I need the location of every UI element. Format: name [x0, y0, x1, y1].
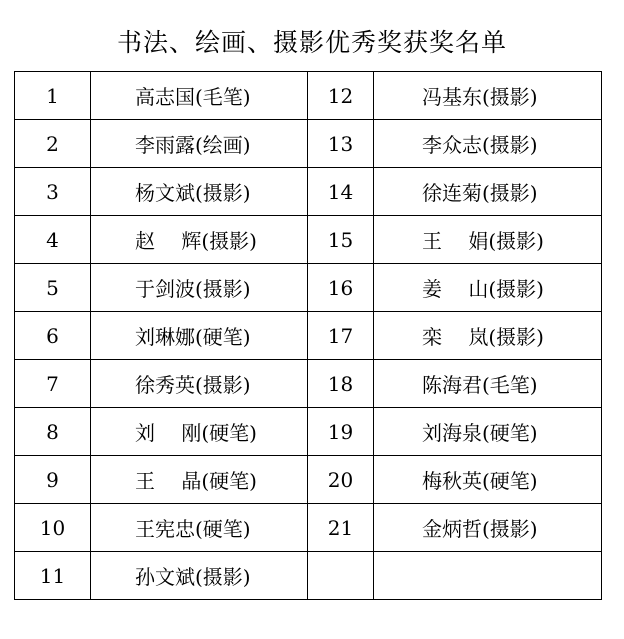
table-row: [15, 504, 602, 552]
left-winner-cell: 徐秀英(摄影): [91, 360, 308, 408]
left-number-cell: 1: [15, 72, 91, 120]
right-number-cell: 15: [308, 216, 374, 264]
table-row: [15, 72, 602, 120]
left-winner-cell: 杨文斌(摄影): [91, 168, 308, 216]
table-row: [15, 408, 602, 456]
table-row: [15, 456, 602, 504]
left-winner-cell: 赵 辉(摄影): [91, 216, 308, 264]
left-winner-cell: 于剑波(摄影): [91, 264, 308, 312]
right-winner-cell: 徐连菊(摄影): [374, 168, 602, 216]
right-winner-cell: 梅秋英(硬笔): [374, 456, 602, 504]
right-number-cell: 14: [308, 168, 374, 216]
page-title: 书法、绘画、摄影优秀奖获奖名单: [116, 28, 507, 57]
left-number-cell: 9: [15, 456, 91, 504]
table-row: [15, 120, 602, 168]
left-winner-cell: 王 晶(硬笔): [91, 456, 308, 504]
right-number-cell: 19: [308, 408, 374, 456]
right-number-cell: 21: [308, 504, 374, 552]
left-number-cell: 8: [15, 408, 91, 456]
left-number-cell: 4: [15, 216, 91, 264]
left-winner-cell: 刘 刚(硬笔): [91, 408, 308, 456]
table-row: [15, 216, 602, 264]
left-number-cell: 2: [15, 120, 91, 168]
right-winner-cell: 王 娟(摄影): [374, 216, 602, 264]
table-row: [15, 552, 602, 600]
left-number-cell: 10: [15, 504, 91, 552]
table-row: [15, 360, 602, 408]
left-number-cell: 11: [15, 552, 91, 600]
table-row: [15, 312, 602, 360]
left-winner-cell: 孙文斌(摄影): [91, 552, 308, 600]
right-winner-cell-empty: [374, 552, 602, 600]
table-row: [15, 168, 602, 216]
left-winner-cell: 刘琳娜(硬笔): [91, 312, 308, 360]
left-number-cell: 5: [15, 264, 91, 312]
right-number-cell: 18: [308, 360, 374, 408]
right-number-cell: 16: [308, 264, 374, 312]
right-number-cell: 12: [308, 72, 374, 120]
left-number-cell: 6: [15, 312, 91, 360]
right-winner-cell: 冯基东(摄影): [374, 72, 602, 120]
right-winner-cell: 姜 山(摄影): [374, 264, 602, 312]
right-winner-cell: 栾 岚(摄影): [374, 312, 602, 360]
right-winner-cell: 金炳哲(摄影): [374, 504, 602, 552]
left-winner-cell: 王宪忠(硬笔): [91, 504, 308, 552]
left-number-cell: 3: [15, 168, 91, 216]
left-winner-cell: 高志国(毛笔): [91, 72, 308, 120]
left-number-cell: 7: [15, 360, 91, 408]
right-winner-cell: 李众志(摄影): [374, 120, 602, 168]
award-winners-table: [14, 71, 602, 600]
right-winner-cell: 刘海泉(硬笔): [374, 408, 602, 456]
right-number-cell: 13: [308, 120, 374, 168]
right-number-cell: 20: [308, 456, 374, 504]
left-winner-cell: 李雨露(绘画): [91, 120, 308, 168]
right-number-cell: 17: [308, 312, 374, 360]
right-number-cell-empty: [308, 552, 374, 600]
right-winner-cell: 陈海君(毛笔): [374, 360, 602, 408]
table-row: [15, 264, 602, 312]
